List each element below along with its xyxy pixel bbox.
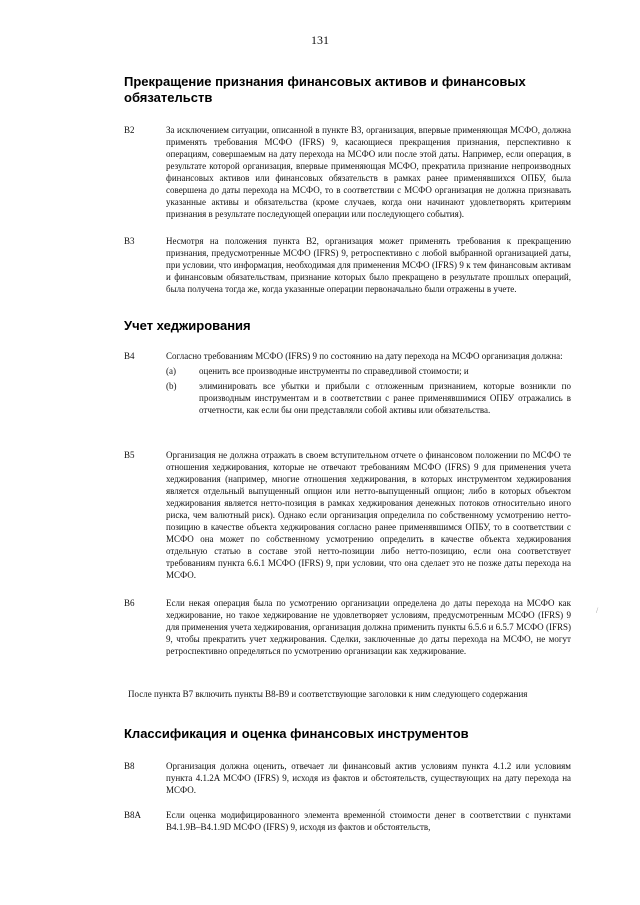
list-item-label: (b) <box>166 381 177 391</box>
paragraph-text: Организация должна оценить, отвечает ли финансовый актив условиям пункта 4.1.2 или условиям пункта 4.1.2A МСФО (IFRS) 9, исходя из фактов и обстоятельств, существующих на дату перехода на МСФО. <box>166 761 571 795</box>
paragraph-b5 <box>124 449 571 581</box>
paragraph-code: B4 <box>124 351 135 361</box>
paragraph-code: B2 <box>124 125 135 135</box>
section-heading-hedge-accounting: Учет хеджирования <box>124 318 251 333</box>
paragraph-text <box>166 350 571 416</box>
amendment-instruction: После пункта B7 включить пункты B8-B9 и соответствующие заголовки к ним следующего содержания <box>128 689 528 699</box>
section-heading-classification: Классификация и оценка финансовых инструментов <box>124 726 469 741</box>
paragraph-b6 <box>124 597 571 657</box>
paragraph-code: B6 <box>124 598 135 608</box>
page-number: 131 <box>311 33 329 47</box>
paragraph-text: Если оценка модифицированного элемента временно́й стоимости денег в соответствии с пунктами B4.1.9B–B4.1.9D МСФО (IFRS) 9, исходя из фактов и обстоятельств, <box>166 810 571 832</box>
paragraph-b8a <box>124 809 571 833</box>
paragraph-code: B8A <box>124 810 142 820</box>
margin-mark: / <box>596 606 599 615</box>
list-item <box>166 365 571 377</box>
paragraph-text: За исключением ситуации, описанной в пункте B3, организация, впервые применяющая МСФО, должна применять требования МСФО (IFRS) 9, касающиеся прекращения признания, перспективно к операциям, совершаемым на дату перехода на МСФО или после этой даты. Например, если операция, в результате которой организация, впервые применяющая МСФО, прекратила признание непроизводных финансовых активов или финансовых обязательств в рамках ранее применявшихся ОПБУ, была совершена до даты перехода на МСФО, то в соответствии с МСФО организация не должна признавать указанные активы и обязательства (кроме случаев, когда они начинают удовлетворять критериям признания в результате последующей операции или последующего события). <box>166 125 571 219</box>
paragraph-b2 <box>124 124 571 220</box>
list-item <box>166 380 571 416</box>
list-item-label: (a) <box>166 366 176 376</box>
paragraph-lead-text: Согласно требованиям МСФО (IFRS) 9 по состоянию на дату перехода на МСФО организация должна: <box>166 351 563 361</box>
paragraph-b3 <box>124 235 571 295</box>
paragraph-code: B8 <box>124 761 135 771</box>
section-heading-derecognition: Прекращение признания финансовых активов и финансовых обязательств <box>124 74 526 105</box>
paragraph-text: Организация не должна отражать в своем вступительном отчете о финансовом положении по МСФО те отношения хеджирования, которые не отвечают требованиям МСФО (IFRS) 9 для применения учета хеджирования (например, многие отношения хеджирования, в которых инструментом хеджирования является отдельный выпущенный опцион или нетто-выпущенный опцион; либо в которых объектом хеджирования является нетто-позиция в рамках хеджирования денежных потоков относительно иного риска, чем валютный риск). Однако если организация определила по собственному усмотрению нетто-позицию в качестве объекта хеджирования согласно ранее применявшимся ОПБУ, то в соответствии с МСФО она может по собственному усмотрению определить в качестве объекта хеджирования отдельную статью в составе этой нетто-позиции либо нетто-позицию, если она соответствует требованиям пункта 6.6.1 МСФО (IFRS) 9, при условии, что она сделает это не позже даты перехода на МСФО. <box>166 450 571 580</box>
paragraph-code: B5 <box>124 450 135 460</box>
paragraph-text: Если некая операция была по усмотрению организации определена до даты перехода на МСФО как хеджирование, но такое хеджирование не удовлетворяет условиям, предусмотренным МСФО (IFRS) 9 для применения учета хеджирования, организация должна применить пункты 6.5.6 и 6.5.7 МСФО (IFRS) 9, чтобы прекратить учет хеджирования. Сделки, заключенные до даты перехода на МСФО, не могут ретроспективно определяться по усмотрению организации как хеджирование. <box>166 598 571 656</box>
paragraph-code: B3 <box>124 236 135 246</box>
paragraph-b8 <box>124 760 571 796</box>
list-item-text: элиминировать все убытки и прибыли с отложенным признанием, которые возникли по производным инструментам и в соответствии с ранее применявшимися ОПБУ отражались в отчетности, как если бы они представляли собой активы или обязательства. <box>199 381 571 415</box>
paragraph-b4 <box>124 350 571 416</box>
paragraph-text: Несмотря на положения пункта B2, организация может применять требования к прекращению признания, предусмотренные МСФО (IFRS) 9, ретроспективно с любой выбранной организацией даты, при условии, что информация, необходимая для применения МСФО (IFRS) 9 к тем финансовым активам и финансовым обязательствам, признание которых было прекращено в результате прошлых операций, была получена тогда же, когда указанные операции первоначально были отражены в учете. <box>166 236 571 294</box>
list-item-text: оценить все производные инструменты по справедливой стоимости; и <box>199 366 469 376</box>
